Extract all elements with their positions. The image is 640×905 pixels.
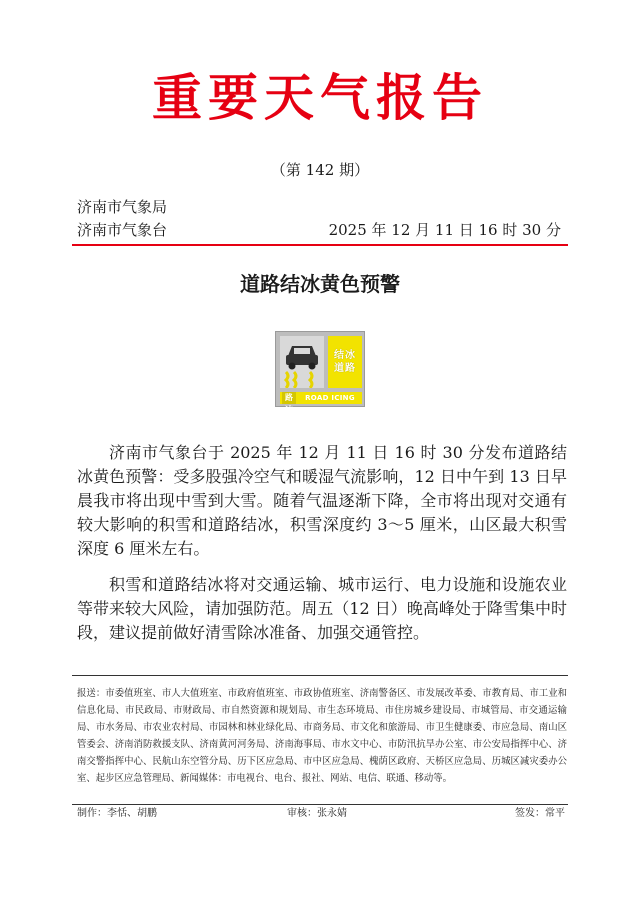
- skidding-car-icon: [280, 336, 324, 388]
- warning-label-bar: [280, 392, 362, 414]
- road-icing-warning-icon: [275, 331, 365, 414]
- issue-number: （第 142 期）: [270, 161, 370, 179]
- warning-label-en: ROAD ICING: [305, 394, 355, 402]
- warning-label-cn: [328, 336, 362, 388]
- issuer-bureau: 济南市气象局: [77, 198, 168, 216]
- reviewed-by: 审核：张永婧: [287, 808, 347, 819]
- warning-paragraph-2: 积雪和道路结冰将对交通运输、城市运行、电力设施和设施农业等带来较大风险，请加强防范。周五（12 日）晚高峰处于降雪集中时段，建议提前做好清雪除冰准备、加强交通管控。: [77, 575, 567, 642]
- warning-label-line1: 结冰: [334, 350, 356, 361]
- header-divider: [72, 244, 568, 246]
- issue-datetime: 2025 年 12 月 11 日 16 时 30 分: [328, 221, 561, 239]
- made-by: 制作：李恬、胡鹏: [77, 808, 157, 819]
- report-title: 重要天气报告: [152, 68, 488, 127]
- distribution-list: 报送：市委值班室、市人大值班室、市政府值班室、市政协值班室、济南警备区、市发展改革委、市教育局、市工业和信息化局、市民政局、市财政局、市自然资源和规划局、市生态环境局、市住房城乡建设局、市城管局、市交通运输局、市水务局、市农业农村局、市园林和林业绿化局、市商务局、市文化和旅游局、市卫生健康委、市应急局、南山区管委会、济南消防救援支队、济南黄河河务局、济南海事局、市水文中心、市防汛抗旱办公室、市公安局指挥中心、济南交警指挥中心、民航山东空管分局、历下区应急局、市中区应急局、槐荫区政府、天桥区应急局、历城区减灾委办公室、起步区应急管理局、新闻媒体：市电视台、电台、报社、网站、电信、联通、移动等。: [77, 688, 567, 784]
- distribution-top-divider: [72, 675, 568, 676]
- warning-badge-cn: 路冰: [282, 392, 296, 404]
- issuer-observatory: 济南市气象台: [77, 221, 168, 239]
- warning-headline: 道路结冰黄色预警: [240, 272, 400, 296]
- footer-divider: [72, 804, 568, 805]
- warning-paragraph-1: 济南市气象台于 2025 年 12 月 11 日 16 时 30 分发布道路结冰黄色预警：受多股强冷空气和暖湿气流影响，12 日中午到 13 日早晨我市将出现中雪到大雪。随着气温逐渐下降，全市将出现对交通有较大影响的积雪和道路结冰，积雪深度约 3～5 厘米，山区最大积雪深度 6 厘米左右。: [77, 443, 567, 558]
- signed-by: 签发：常平: [515, 808, 565, 819]
- warning-label-line2: 道路: [334, 363, 356, 374]
